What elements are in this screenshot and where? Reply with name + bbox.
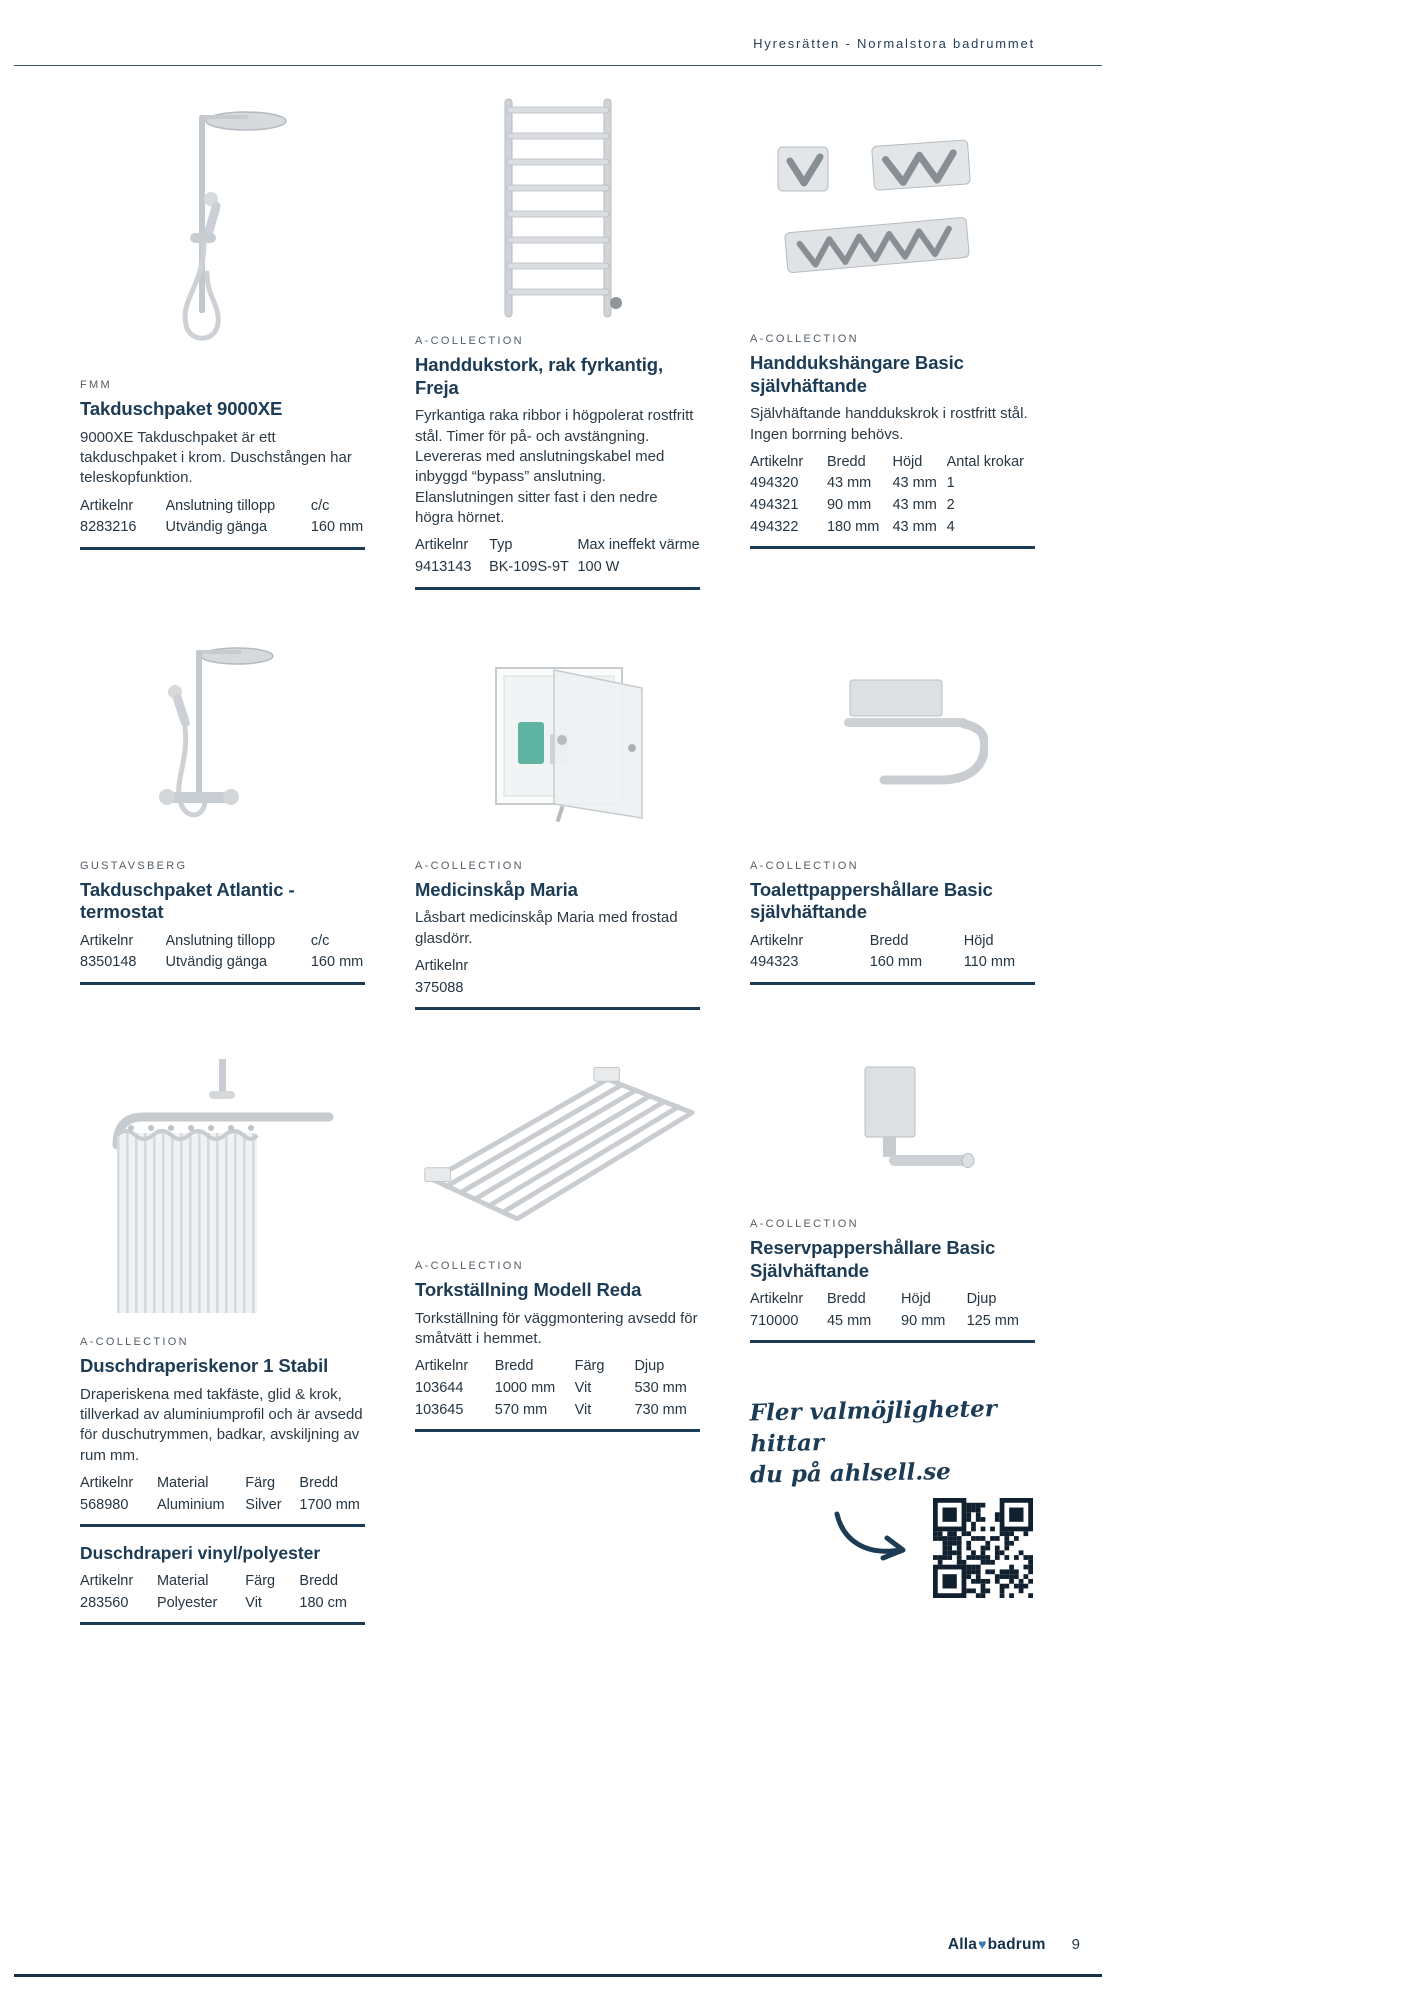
spec-table — [80, 931, 365, 985]
spec-cell: 180 cm — [299, 1594, 347, 1611]
product-image-box — [415, 636, 700, 848]
spec-header-row — [415, 956, 700, 978]
spec-row — [750, 495, 1035, 517]
spec-cell: Silver — [245, 1496, 282, 1513]
spec-cell: 100 W — [577, 559, 620, 576]
product-grid — [80, 95, 1035, 1625]
page-number: 9 — [1071, 1936, 1080, 1953]
spec-table — [415, 1356, 700, 1432]
spec-col-header: Artikelnr — [80, 932, 134, 949]
spec-header-row — [80, 1473, 365, 1495]
spec-cell: Vit — [574, 1401, 592, 1418]
spec-cell: Aluminium — [156, 1496, 225, 1513]
shower-set-atlantic-image — [133, 642, 313, 842]
page-footer — [80, 1936, 1080, 1954]
spec-table — [415, 956, 700, 1010]
medicine-cabinet-maria-image — [458, 656, 658, 828]
spec-header-row — [415, 535, 700, 557]
spec-col-header: Artikelnr — [415, 957, 469, 974]
spec-col-header: Höjd — [963, 932, 994, 949]
product-description: Låsbart medicinskåp Maria med frostad glasdörr. — [415, 909, 678, 947]
spec-col-header: Material — [156, 1475, 209, 1492]
towel-hooks-basic-image — [768, 133, 1018, 283]
spec-cell: 90 mm — [826, 497, 872, 514]
spec-col-header: Färg — [245, 1573, 276, 1590]
spec-cell: 283560 — [80, 1594, 129, 1611]
spec-col-header: Max ineffekt värme — [577, 537, 700, 554]
spec-cell: 9413143 — [415, 559, 472, 576]
towel-warmer-freja-image — [483, 97, 633, 321]
spec-col-header: Artikelnr — [80, 1573, 134, 1590]
spec-cell: Utvändig gänga — [165, 519, 268, 536]
spec-table — [80, 1571, 365, 1625]
product-card-takduschpaket-9000xe — [80, 95, 365, 550]
brand-label: A-COLLECTION — [750, 859, 859, 872]
product-title: Toalettpappershållare Basic självhäftande — [750, 878, 993, 923]
spec-cell: 125 mm — [966, 1312, 1019, 1329]
spec-cell: 8350148 — [80, 954, 137, 971]
product-title: Torkställning Modell Reda — [415, 1279, 642, 1301]
spec-cell: 730 mm — [634, 1401, 687, 1418]
product-description: Draperiskena med takfäste, glid & krok, tillverkad av aluminiumprofil och är avsedd för duschutrymmen, badkar, avskiljning av rum mm. — [80, 1385, 363, 1464]
spec-cell: 180 mm — [826, 518, 880, 535]
spare-paper-holder-basic-image — [803, 1061, 983, 1201]
spec-cell: 110 mm — [963, 954, 1016, 971]
spec-cell: 160 mm — [869, 954, 923, 971]
spec-col-header: Artikelnr — [415, 537, 469, 554]
spec-cell: 43 mm — [826, 475, 872, 492]
spec-cell: Vit — [574, 1379, 592, 1396]
spec-row — [750, 1311, 1035, 1342]
spec-col-header: Typ — [489, 537, 513, 554]
spec-cell: 494322 — [750, 518, 799, 535]
spec-header-row — [80, 1571, 365, 1593]
spec-cell: 103644 — [415, 1379, 464, 1396]
product-title: Handdukshängare Basic självhäftande — [750, 352, 964, 396]
brand-label: A-COLLECTION — [750, 1218, 859, 1231]
spec-col-header: Bredd — [826, 1291, 866, 1308]
product-description: 9000XE Takduschpaket är ett takduschpaket i krom. Duschstången har teleskopfunktion. — [80, 428, 352, 487]
product-image-box — [750, 636, 1035, 848]
spec-cell: 43 mm — [892, 475, 937, 492]
spec-cell: 568980 — [80, 1496, 129, 1513]
brand-label: A-COLLECTION — [415, 859, 524, 872]
spec-table — [750, 931, 1035, 985]
spec-cell: 494323 — [750, 954, 799, 971]
heart-icon: ♥ — [978, 1936, 987, 1952]
spec-col-header: Djup — [966, 1291, 997, 1308]
header-divider — [14, 65, 1102, 66]
spec-header-row — [750, 931, 1035, 953]
product-card-reservpappershallare-basic — [750, 1056, 1035, 1600]
product-description: Torkställning för väggmontering avsedd för småtvätt i hemmet. — [415, 1309, 698, 1348]
spec-cell: 1000 mm — [494, 1379, 556, 1396]
spec-col-header: Anslutning tillopp — [165, 932, 276, 949]
spec-col-header: Anslutning tillopp — [165, 497, 276, 514]
spec-cell: 375088 — [415, 979, 464, 996]
subproduct-title: Duschdraperi vinyl/polyester — [80, 1543, 321, 1564]
hand-drawn-arrow-icon — [829, 1510, 917, 1568]
spec-cell: 43 mm — [892, 497, 937, 514]
page-header-title: Hyresrätten - Normalstora badrummet — [753, 36, 1035, 51]
qr-code — [931, 1496, 1035, 1600]
spec-col-header: Bredd — [869, 932, 909, 949]
product-card-torkstallning-reda — [415, 1056, 700, 1432]
shower-set-9000xe-image — [128, 105, 318, 357]
spec-cell: BK-109S-9T — [489, 559, 569, 576]
promo-text-line2: du på ahlsell.se — [749, 1458, 952, 1489]
product-image-box — [415, 95, 700, 323]
spec-row — [415, 1378, 700, 1400]
spec-col-header: Artikelnr — [415, 1358, 469, 1375]
spec-col-header: Färg — [574, 1358, 605, 1375]
spec-cell: 2 — [946, 497, 955, 514]
spec-table — [415, 535, 700, 589]
product-image-box — [750, 95, 1035, 321]
spec-col-header: Artikelnr — [750, 1291, 804, 1308]
spec-cell: 530 mm — [634, 1379, 687, 1396]
spec-header-row — [750, 1289, 1035, 1311]
spec-cell: Polyester — [156, 1594, 218, 1611]
spec-cell: 1 — [946, 475, 955, 492]
spec-cell: 160 mm — [310, 954, 364, 971]
brand-label: A-COLLECTION — [750, 333, 859, 345]
spec-header-row — [80, 931, 365, 953]
spec-row — [750, 517, 1035, 548]
spec-col-header: Bredd — [494, 1358, 534, 1375]
spec-col-header: Artikelnr — [750, 932, 804, 949]
spec-row — [415, 557, 700, 588]
drying-rack-reda-image — [415, 1062, 700, 1242]
spec-header-row — [80, 496, 365, 518]
spec-cell: 494320 — [750, 475, 799, 492]
spec-table — [750, 1289, 1035, 1343]
spec-row — [415, 978, 700, 1009]
product-description: Självhäftande handdukskrok i rostfritt stål. Ingen borrning behövs. — [750, 405, 1028, 443]
toilet-paper-holder-basic-image — [798, 674, 988, 809]
product-image-box — [750, 1056, 1035, 1206]
product-title: Handdukstork, rak fyrkantig, Freja — [415, 354, 664, 398]
spec-row — [750, 952, 1035, 983]
qr-code-image — [933, 1498, 1033, 1598]
spec-row — [80, 1495, 365, 1526]
spec-table — [750, 452, 1035, 549]
spec-cell: 45 mm — [826, 1312, 872, 1329]
spec-cell: Utvändig gänga — [165, 954, 268, 971]
product-title: Takduschpaket 9000XE — [80, 398, 283, 419]
spec-col-header: Höjd — [901, 1291, 931, 1308]
brand-label: GUSTAVSBERG — [80, 859, 188, 872]
spec-cell: 710000 — [750, 1312, 799, 1329]
alla-badrum-logo — [948, 1936, 1046, 1954]
logo-text-badrum: badrum — [987, 1936, 1046, 1953]
product-title: Duschdraperiskenor 1 Stabil — [80, 1355, 329, 1377]
product-card-handdukstork-freja — [415, 95, 700, 590]
spec-cell: 43 mm — [892, 518, 937, 535]
spec-header-row — [750, 452, 1035, 474]
spec-cell: 570 mm — [494, 1401, 548, 1418]
spec-cell: 4 — [946, 518, 955, 535]
spec-cell: 160 mm — [310, 519, 364, 536]
spec-cell: 90 mm — [901, 1312, 946, 1329]
logo-text-alla: Alla — [947, 1936, 978, 1953]
brand-label: A-COLLECTION — [415, 1260, 524, 1273]
spec-row — [80, 952, 365, 983]
spec-col-header: Artikelnr — [80, 497, 134, 514]
spec-col-header: Bredd — [299, 1573, 339, 1590]
spec-col-header: c/c — [310, 497, 330, 514]
spec-col-header: Antal krokar — [946, 453, 1024, 470]
spec-col-header: c/c — [310, 932, 330, 949]
shower-curtain-rail-image — [103, 1059, 343, 1321]
product-card-toalettpappershallare-basic — [750, 636, 1035, 985]
brand-label: FMM — [80, 379, 112, 391]
spec-row — [80, 517, 365, 548]
catalog-content — [80, 95, 1035, 1625]
product-image-box — [415, 1056, 700, 1248]
product-card-medicinskap-maria — [415, 636, 700, 1010]
product-title: Medicinskåp Maria — [415, 878, 578, 900]
spec-col-header: Bredd — [299, 1475, 339, 1492]
spec-row — [80, 1593, 365, 1624]
spec-header-row — [415, 1356, 700, 1378]
spec-table — [80, 496, 365, 550]
spec-col-header: Bredd — [826, 453, 866, 470]
spec-cell: Vit — [245, 1594, 262, 1611]
brand-label: A-COLLECTION — [80, 1336, 189, 1349]
product-title: Reservpappershållare Basic Självhäftande — [750, 1237, 996, 1281]
spec-col-header: Artikelnr — [80, 1475, 134, 1492]
spec-col-header: Höjd — [892, 453, 923, 470]
product-card-takduschpaket-atlantic — [80, 636, 365, 985]
promo-block — [750, 1395, 1035, 1600]
spec-col-header: Djup — [634, 1358, 665, 1375]
brand-label: A-COLLECTION — [415, 335, 524, 347]
product-card-handdukshangare-basic — [750, 95, 1035, 549]
spec-col-header: Material — [156, 1573, 209, 1590]
spec-cell: 103645 — [415, 1401, 464, 1418]
product-card-duschdraperiskenor — [80, 1056, 365, 1625]
spec-col-header: Färg — [245, 1475, 276, 1492]
product-image-box — [80, 636, 365, 848]
footer-divider — [14, 1974, 1102, 1977]
spec-row — [415, 1400, 700, 1431]
spec-cell: 8283216 — [80, 519, 137, 536]
product-image-box — [80, 1056, 365, 1324]
product-image-box — [80, 95, 365, 367]
product-description: Fyrkantiga raka ribbor i högpolerat rostfritt stål. Timer för på- och avstängning. Levereras med anslutningskabel med inbyggd “bypass” anslutning. Elanslutningen sitter fast i den nedre högra hörnet. — [415, 407, 694, 527]
spec-cell: 494321 — [750, 497, 799, 514]
spec-table — [80, 1473, 365, 1527]
product-title: Takduschpaket Atlantic - termostat — [80, 878, 295, 923]
spec-row — [750, 473, 1035, 495]
spec-col-header: Artikelnr — [750, 453, 804, 470]
spec-cell: 1700 mm — [299, 1496, 360, 1513]
promo-text-line1: Fler valmöjligheter hittar — [749, 1395, 998, 1458]
